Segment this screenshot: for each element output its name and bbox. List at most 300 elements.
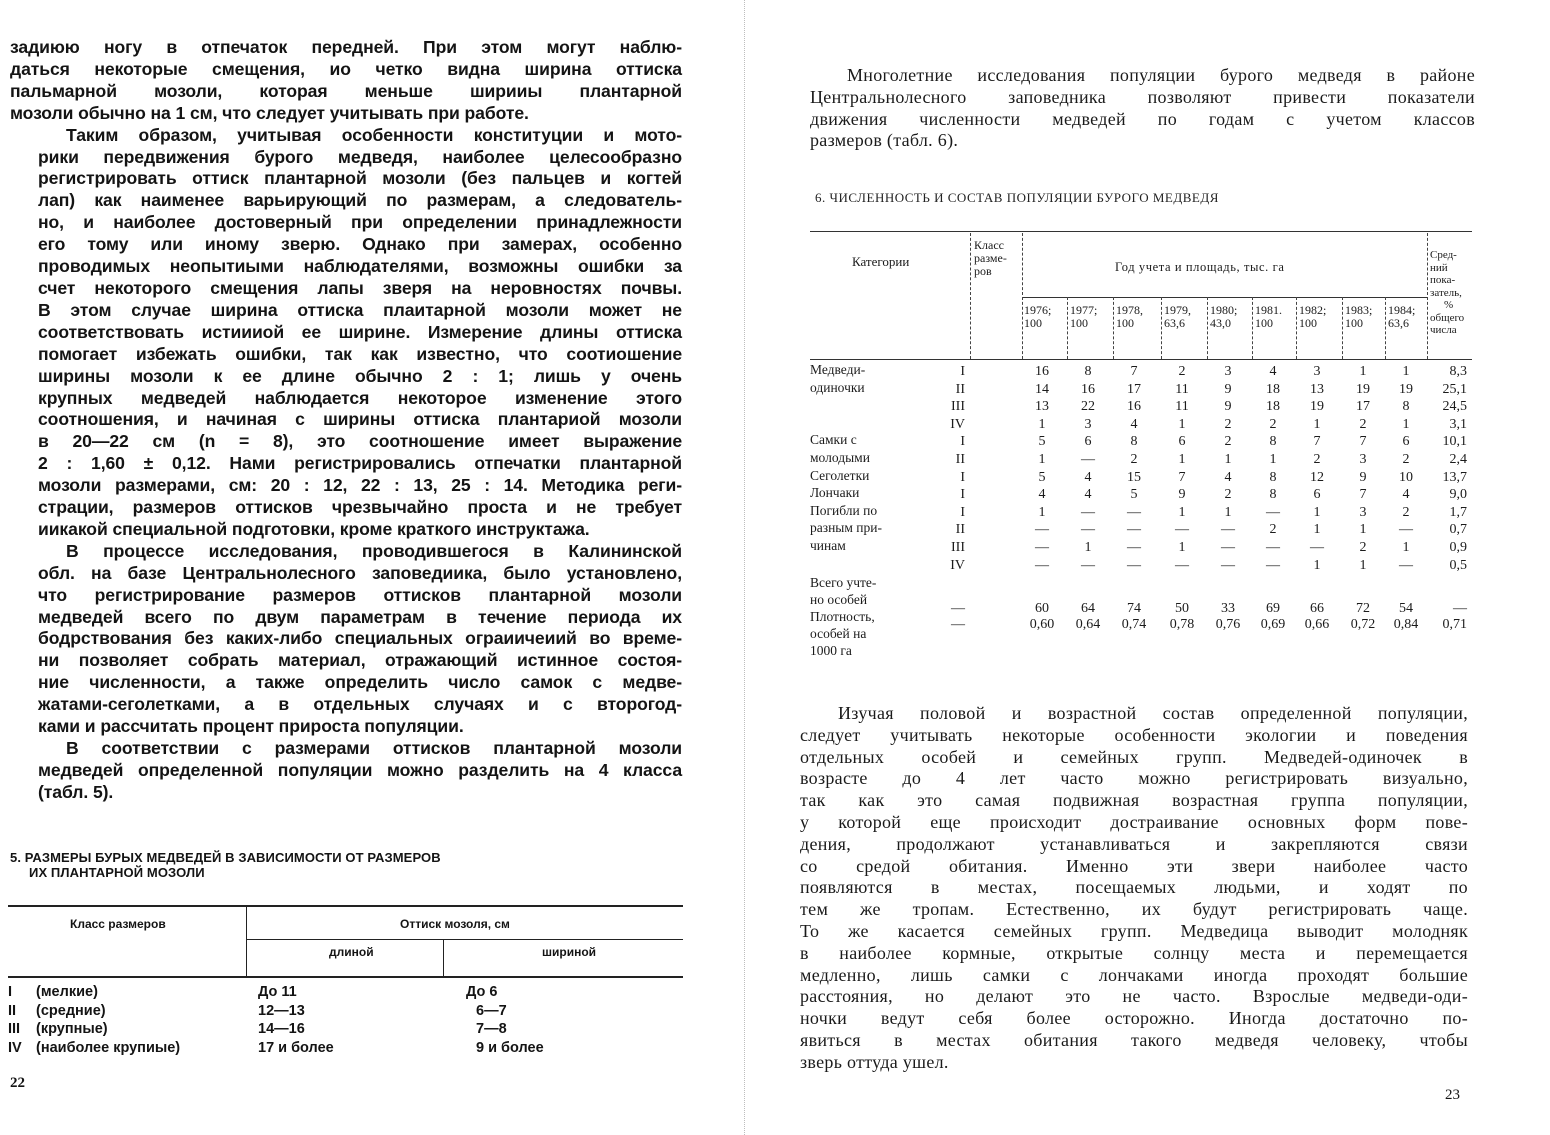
table-cell: 2 bbox=[1269, 416, 1277, 432]
average-value: 13,7 bbox=[1442, 469, 1467, 485]
text-line: медведей определенной популяции можно разделить на 4 класса bbox=[38, 759, 682, 780]
table-cell: 12 bbox=[1310, 469, 1324, 485]
year-header bbox=[1210, 304, 1237, 330]
table-cell: 19 bbox=[1356, 381, 1370, 397]
text-line: Изучая половой и возрастной состав определенной популяции, bbox=[838, 703, 1468, 723]
year-label: 1982; bbox=[1299, 303, 1327, 317]
table-cell: 1 bbox=[1313, 504, 1321, 520]
density-value: 0,74 bbox=[1121, 617, 1147, 632]
table-cell: — bbox=[1175, 557, 1189, 573]
table6-divider bbox=[1252, 297, 1253, 359]
table-cell: 15 bbox=[1127, 469, 1141, 485]
text-line: в 20—22 см (n = 8), это соотношение имеет выражение bbox=[38, 431, 682, 452]
table-cell: — bbox=[1310, 540, 1324, 555]
size-class: IV bbox=[950, 557, 965, 573]
text-line: жатами-сеголетками, а в отдельных случаях и с второгод- bbox=[38, 694, 682, 715]
text-line: бодрствования без каких-либо специальных ограиичеиий во време- bbox=[38, 628, 682, 649]
header-line: числа bbox=[1430, 324, 1457, 336]
area-label: 63,6 bbox=[1164, 316, 1185, 330]
text-line: появляются в местах, посещаемых людьми, и ходят по bbox=[800, 877, 1468, 898]
table6-header-average bbox=[1430, 249, 1464, 337]
text-line: размеров (табл. 6). bbox=[810, 130, 959, 151]
total-value: 69 bbox=[1266, 601, 1280, 616]
header-line: ров bbox=[974, 264, 992, 278]
density-value: 0,66 bbox=[1304, 617, 1330, 632]
density-value: 0,69 bbox=[1260, 617, 1286, 632]
text-line: ни позволяет собрать материал, отражающий истинное состоя- bbox=[38, 650, 682, 671]
table-cell: — bbox=[1221, 522, 1235, 538]
text-line: его тому или иному зверю. Однако при замерах, особенно bbox=[38, 234, 682, 255]
area-label: 100 bbox=[1255, 316, 1273, 330]
table-cell: 6 bbox=[1084, 434, 1092, 450]
table-cell: — bbox=[1266, 504, 1280, 520]
table-cell: 2 bbox=[1359, 540, 1367, 555]
total-value: 72 bbox=[1356, 601, 1370, 616]
text-line: соответствовать истиииой ее ширине. Измерение длины оттиска bbox=[38, 321, 682, 342]
length-value: 14—16 bbox=[258, 1021, 305, 1037]
size-class: II bbox=[955, 522, 965, 538]
table-cell: 18 bbox=[1266, 399, 1280, 415]
text-line: со средой обитания. Именно эти звери наиболее часто bbox=[800, 855, 1468, 876]
table-cell: 8 bbox=[1269, 434, 1277, 450]
table-cell: 9 bbox=[1178, 487, 1186, 503]
text-line: так как это самая подвижная возрастная группа популяции, bbox=[800, 790, 1468, 811]
table6-divider bbox=[1022, 233, 1023, 359]
total-label: но особей bbox=[810, 592, 868, 607]
category-label: Сеголетки bbox=[810, 467, 870, 483]
category-label: чинам bbox=[810, 538, 846, 553]
table-cell: 2 bbox=[1359, 416, 1367, 432]
table-cell: 13 bbox=[1035, 399, 1049, 415]
table-cell: 3 bbox=[1224, 364, 1232, 379]
table6 bbox=[810, 231, 1472, 671]
length-value: 17 и более bbox=[258, 1039, 334, 1056]
table-cell: 1 bbox=[1313, 557, 1321, 573]
table-cell: 6 bbox=[1402, 434, 1410, 450]
table-cell: 17 bbox=[1356, 399, 1370, 415]
table-cell: 1 bbox=[1359, 364, 1367, 379]
table-cell: 2 bbox=[1130, 452, 1138, 467]
table-cell: 16 bbox=[1127, 399, 1141, 415]
table5-header-class: Класс размеров bbox=[70, 917, 166, 931]
right-page-intro-text bbox=[810, 65, 1475, 152]
text-line: ками и рассчитать процент прироста популяции. bbox=[38, 716, 464, 737]
text-line: дения, продолжают устанавливаться и закрепляются связи bbox=[800, 833, 1468, 854]
text-line: В соответствии с размерами оттисков плантарной мозоли bbox=[66, 738, 682, 758]
class-label: (наиболее крупиые) bbox=[36, 1039, 181, 1056]
table-cell: 7 bbox=[1359, 434, 1367, 450]
table-cell: 1 bbox=[1038, 452, 1046, 467]
table-cell: 8 bbox=[1130, 434, 1138, 450]
table-cell: — bbox=[1266, 557, 1280, 573]
area-label: 100 bbox=[1024, 316, 1042, 330]
area-label: 63,6 bbox=[1388, 316, 1409, 330]
average-value: 2,4 bbox=[1449, 452, 1467, 467]
table-cell: 3 bbox=[1084, 416, 1092, 432]
text-line: но, и наиболее достоверный при определении принадлежности bbox=[38, 212, 682, 233]
year-header bbox=[1255, 304, 1282, 330]
table6-divider bbox=[1207, 297, 1208, 359]
table5-header-length: длиной bbox=[329, 945, 374, 959]
table-cell: 16 bbox=[1035, 364, 1049, 379]
header-line: пока- bbox=[1430, 274, 1456, 286]
average-value: 9,0 bbox=[1449, 487, 1467, 503]
total-value: 74 bbox=[1127, 601, 1141, 616]
table6-divider bbox=[970, 233, 971, 359]
text-line: В процессе исследования, проводившегося в Калининской bbox=[66, 540, 682, 561]
text-line: Таким образом, учитывая особенности конституции и мото- bbox=[66, 124, 682, 145]
year-header bbox=[1070, 304, 1097, 330]
right-page-body-text bbox=[800, 703, 1468, 1074]
class-roman: III bbox=[8, 1021, 21, 1037]
page-number-left: 22 bbox=[10, 1075, 25, 1091]
table-cell: 1 bbox=[1359, 522, 1367, 538]
text-line: зверь оттуда ушел. bbox=[800, 1051, 949, 1072]
text-line: Центральнолесного заповедника позволяют привести показатели bbox=[810, 86, 1475, 107]
header-line: Класс bbox=[974, 238, 1004, 252]
size-class: II bbox=[955, 452, 965, 467]
table6-header-category: Категории bbox=[852, 254, 910, 269]
table-cell: 2 bbox=[1269, 522, 1277, 538]
year-label: 1978, bbox=[1116, 303, 1143, 317]
table5-header-group: Оттиск мозоля, см bbox=[400, 917, 510, 931]
density-label: Плотность, bbox=[810, 609, 875, 624]
total-value: 54 bbox=[1399, 601, 1413, 616]
header-line: затель, bbox=[1430, 286, 1462, 299]
class-label: (крупные) bbox=[36, 1021, 108, 1037]
size-class: I bbox=[960, 469, 965, 485]
size-class: I bbox=[960, 504, 965, 520]
table-cell: 9 bbox=[1224, 381, 1232, 397]
year-label: 1976; bbox=[1024, 303, 1052, 317]
density-value: 0,78 bbox=[1169, 617, 1195, 632]
area-label: 100 bbox=[1116, 316, 1134, 330]
table-cell: — bbox=[1399, 557, 1413, 573]
table-cell: 1 bbox=[1402, 364, 1410, 379]
text-line: (табл. 5). bbox=[38, 781, 114, 802]
class-label: (средние) bbox=[36, 1002, 106, 1019]
table-cell: — bbox=[1081, 522, 1095, 538]
text-line: страции, размеров оттисков чрезвычайно проста и не требует bbox=[38, 497, 682, 518]
left-page-body-text bbox=[10, 37, 682, 804]
header-line: Сред- bbox=[1430, 249, 1457, 261]
total-class: — bbox=[951, 601, 965, 616]
table-cell: 3 bbox=[1359, 452, 1367, 467]
class-roman: I bbox=[8, 984, 13, 1000]
total-value: 33 bbox=[1221, 601, 1235, 616]
density-average: 0,71 bbox=[1442, 617, 1467, 632]
category-label: Медведи- bbox=[810, 362, 866, 377]
text-line: тем же тропам. Естественно, их будут регистрировать чаще. bbox=[800, 899, 1468, 920]
table-cell: 8 bbox=[1269, 469, 1277, 485]
page-number-right: 23 bbox=[1445, 1087, 1460, 1103]
table-cell: 6 bbox=[1313, 487, 1321, 503]
table-cell: 8 bbox=[1402, 399, 1410, 415]
paragraph bbox=[10, 541, 682, 738]
total-value: 66 bbox=[1310, 601, 1324, 616]
density-class: — bbox=[951, 617, 965, 632]
table-cell: 4 bbox=[1084, 487, 1092, 503]
area-label: 100 bbox=[1070, 316, 1088, 330]
table-cell: 19 bbox=[1399, 381, 1413, 397]
table-cell: 22 bbox=[1081, 399, 1095, 415]
table6-divider bbox=[1296, 297, 1297, 359]
left-page bbox=[0, 0, 745, 1135]
table6-divider bbox=[1385, 297, 1386, 359]
class-label: (мелкие) bbox=[36, 984, 98, 1000]
table5-header-rule bbox=[8, 976, 683, 978]
text-line: у которой еще происходит достраивание основных форм пове- bbox=[800, 811, 1468, 832]
table-cell: 2 bbox=[1224, 416, 1232, 432]
average-value: 0,7 bbox=[1449, 522, 1467, 538]
table6-header-rule bbox=[810, 359, 1472, 360]
text-line: иикакой специальной подготовки, кроме краткого инструктажа. bbox=[38, 518, 590, 539]
year-header bbox=[1345, 304, 1372, 330]
table-cell: 1 bbox=[1084, 540, 1092, 555]
category-label: Лончаки bbox=[810, 485, 860, 501]
size-class: III bbox=[951, 540, 965, 555]
table-cell: — bbox=[1221, 557, 1235, 573]
table-cell: 1 bbox=[1313, 416, 1321, 432]
text-line: счет некоторого смещения лапы зверя на неровностях почвы. bbox=[38, 277, 682, 298]
table-cell: 3 bbox=[1313, 364, 1321, 379]
right-page bbox=[745, 0, 1550, 1135]
table-cell: — bbox=[1127, 557, 1141, 573]
table6-caption: 6. ЧИСЛЕННОСТЬ И СОСТАВ ПОПУЛЯЦИИ БУРОГО МЕДВЕДЯ bbox=[815, 190, 1219, 205]
table-cell: 1 bbox=[1402, 540, 1410, 555]
size-class: III bbox=[951, 399, 965, 415]
text-line: помогает избежать ошибки, так как известно, что соотиошение bbox=[38, 343, 682, 364]
length-value: 12—13 bbox=[258, 1002, 305, 1019]
year-label: 1979, bbox=[1164, 303, 1191, 317]
table-cell: 7 bbox=[1178, 469, 1186, 485]
table-cell: 9 bbox=[1359, 469, 1367, 485]
table6-top-rule bbox=[810, 231, 1472, 232]
average-value: 3,1 bbox=[1449, 416, 1467, 432]
year-label: 1984; bbox=[1388, 303, 1416, 317]
average-value: 0,5 bbox=[1449, 557, 1467, 573]
total-value: 60 bbox=[1035, 601, 1049, 616]
table-cell: — bbox=[1081, 504, 1095, 520]
text-line: медленно, лишь самки с лончаками иногда проходят большие bbox=[800, 964, 1468, 985]
text-line: мозоли обычно на 1 см, что следует учитывать при работе. bbox=[10, 102, 529, 123]
table-cell: 9 bbox=[1224, 399, 1232, 415]
header-line: общего bbox=[1430, 311, 1465, 324]
header-line: разме- bbox=[974, 251, 1007, 265]
text-line: обл. на базе Центральнолесного заповедиика, было установлено, bbox=[38, 562, 682, 583]
year-label: 1980; bbox=[1210, 303, 1238, 317]
text-line: ночки ведут себя более осторожно. Иногда достаточно по- bbox=[800, 1008, 1468, 1029]
text-line: лап) как наименее варьирующий по размерам, а следователь- bbox=[38, 190, 682, 211]
category-label: молодыми bbox=[810, 450, 870, 465]
table-cell: 5 bbox=[1038, 469, 1046, 485]
size-class: I bbox=[960, 364, 965, 379]
year-header bbox=[1164, 304, 1191, 330]
text-line: движения численности медведей по годам с учетом классов bbox=[810, 108, 1475, 129]
table-cell: 4 bbox=[1038, 487, 1046, 503]
table-cell: — bbox=[1081, 452, 1095, 467]
table-cell: 2 bbox=[1402, 452, 1410, 467]
table6-divider bbox=[1342, 297, 1343, 359]
table6-years-rule bbox=[1022, 297, 1427, 298]
table-cell: — bbox=[1035, 557, 1049, 573]
text-line: ширины мозоли к ее длине обычно 2 : 1; лишь у очень bbox=[38, 365, 682, 386]
size-class: II bbox=[955, 381, 965, 397]
table-cell: 6 bbox=[1178, 434, 1186, 450]
length-value: До 11 bbox=[258, 984, 297, 1000]
table5-group-rule bbox=[246, 939, 683, 940]
table-cell: 7 bbox=[1313, 434, 1321, 450]
text-line: ние численности, а также определить число самок с медве- bbox=[38, 672, 682, 693]
year-label: 1981. bbox=[1255, 303, 1282, 317]
paragraph bbox=[10, 125, 682, 541]
table5-divider bbox=[246, 905, 247, 976]
table6-header-years: Год учета и площадь, тыс. га bbox=[1115, 260, 1285, 274]
table5-header-width: шириной bbox=[542, 945, 597, 959]
total-value: 50 bbox=[1175, 601, 1189, 616]
paragraph bbox=[10, 738, 682, 804]
text-line: регистрировать оттиск плантарной мозоли (без пальцев и когтей bbox=[38, 168, 682, 189]
size-class: IV bbox=[950, 416, 965, 432]
table6-divider bbox=[1067, 297, 1068, 359]
text-line: явиться в местах обитания такого медведя человеку, чтобы bbox=[800, 1029, 1468, 1050]
text-line: То же касается семейных групп. Медведица выводит молодняк bbox=[800, 920, 1468, 941]
text-line: проводимых неопытиыми наблюдателями, возможны ошибки за bbox=[38, 256, 682, 277]
table5-caption-line2: ИХ ПЛАНТАРНОЙ МОЗОЛИ bbox=[29, 865, 205, 880]
table-cell: 1 bbox=[1224, 452, 1232, 467]
table-cell: 2 bbox=[1224, 487, 1232, 503]
text-line: следует учитывать некоторые особенности экологии и поведения bbox=[800, 724, 1468, 745]
table-cell: 2 bbox=[1402, 504, 1410, 520]
table5-top-rule bbox=[8, 905, 683, 907]
text-line: отдельных особей и семейных групп. Медведей-одиночек в bbox=[800, 746, 1468, 767]
table-cell: — bbox=[1221, 540, 1235, 555]
table-cell: 1 bbox=[1359, 557, 1367, 573]
table-cell: 19 bbox=[1310, 399, 1324, 415]
density-label: особей на bbox=[810, 626, 867, 641]
table-cell: — bbox=[1127, 540, 1141, 555]
table-cell: 1 bbox=[1224, 504, 1232, 520]
density-label: 1000 га bbox=[810, 643, 852, 658]
table-cell: — bbox=[1127, 504, 1141, 520]
average-value: 0,9 bbox=[1449, 540, 1467, 555]
table-cell: 11 bbox=[1175, 399, 1189, 415]
table-cell: 14 bbox=[1035, 381, 1049, 397]
table-cell: — bbox=[1035, 522, 1049, 538]
header-line: ний bbox=[1430, 261, 1448, 274]
table-cell: — bbox=[1266, 540, 1280, 555]
size-class: I bbox=[960, 434, 965, 450]
text-line: расстояния, но делают это не часто. Взрослые медведи-оди- bbox=[800, 986, 1468, 1007]
table-cell: — bbox=[1081, 557, 1095, 573]
text-line: что регистрирование размеров оттисков плантарной мозоли bbox=[38, 584, 682, 605]
table-cell: 1 bbox=[1313, 522, 1321, 538]
table-cell: 2 bbox=[1313, 452, 1321, 467]
table-cell: 17 bbox=[1127, 381, 1141, 397]
header-line: % bbox=[1444, 299, 1454, 311]
text-line: В этом случае ширина оттиска плаитарной мозоли может не bbox=[38, 299, 682, 320]
table-cell: 1 bbox=[1178, 504, 1186, 520]
text-line: пальмарной мозоли, которая меньше ширииы плантарной bbox=[10, 80, 682, 101]
table5-caption-line1: 5. РАЗМЕРЫ БУРЫХ МЕДВЕДЕЙ В ЗАВИСИМОСТИ ОТ РАЗМЕРОВ bbox=[10, 850, 441, 865]
year-header bbox=[1116, 304, 1143, 330]
table-cell: 4 bbox=[1224, 469, 1232, 485]
year-label: 1977; bbox=[1070, 303, 1098, 317]
table-cell: 1 bbox=[1178, 540, 1186, 555]
text-line: даться некоторые смещения, ио четко видна ширина оттиска bbox=[10, 58, 682, 79]
table6-divider bbox=[1427, 233, 1428, 359]
text-line: соотношения, и начиная с ширины оттиска плантариой мозоли bbox=[38, 409, 682, 430]
table-cell: 13 bbox=[1310, 381, 1324, 397]
table-cell: 1 bbox=[1178, 416, 1186, 432]
width-value: 7—8 bbox=[476, 1021, 507, 1037]
table-cell: 7 bbox=[1359, 487, 1367, 503]
table5-caption bbox=[10, 850, 710, 880]
year-header bbox=[1299, 304, 1326, 330]
text-line: задиюю ногу в отпечаток передней. При этом могут наблю- bbox=[10, 37, 682, 57]
table6-divider bbox=[1113, 297, 1114, 359]
table-cell: — bbox=[1035, 540, 1049, 555]
text-line: Многолетние исследования популяции бурого медведя в районе bbox=[847, 65, 1475, 85]
average-value: 1,7 bbox=[1449, 504, 1467, 520]
text-line: крупных медведей наблюдается некоторое изменение этого bbox=[38, 387, 682, 408]
table-cell: 4 bbox=[1402, 487, 1410, 503]
density-value: 0,60 bbox=[1029, 617, 1055, 632]
width-value: До 6 bbox=[466, 984, 498, 1000]
category-label: разным при- bbox=[810, 520, 882, 536]
table-cell: 3 bbox=[1359, 504, 1367, 520]
text-line: медведей всего по двум параметрам в течение периода их bbox=[38, 606, 682, 627]
table-cell: 8 bbox=[1084, 364, 1092, 379]
average-value: 10,1 bbox=[1442, 434, 1467, 450]
table-cell: 8 bbox=[1269, 487, 1277, 503]
average-value: 25,1 bbox=[1442, 381, 1467, 397]
table-cell: 4 bbox=[1269, 364, 1277, 379]
category-label: одиночки bbox=[810, 379, 865, 395]
width-value: 6—7 bbox=[476, 1002, 507, 1019]
table-cell: 1 bbox=[1402, 416, 1410, 432]
year-label: 1983; bbox=[1345, 303, 1373, 317]
table-cell: — bbox=[1175, 522, 1189, 538]
table-cell: 5 bbox=[1038, 434, 1046, 450]
density-value: 0,84 bbox=[1393, 617, 1419, 632]
area-label: 100 bbox=[1299, 316, 1317, 330]
text-line: мозоли размерами, см: 20 : 12, 22 : 13, 25 : 14. Методика реги- bbox=[38, 475, 682, 496]
year-header bbox=[1388, 304, 1415, 330]
table-cell: 1 bbox=[1038, 416, 1046, 432]
table-cell: 7 bbox=[1130, 364, 1138, 379]
area-label: 100 bbox=[1345, 316, 1363, 330]
table-cell: 4 bbox=[1084, 469, 1092, 485]
table6-header-class bbox=[974, 239, 1007, 278]
table-cell: — bbox=[1127, 522, 1141, 538]
average-value: 8,3 bbox=[1449, 364, 1467, 379]
total-label: Всего учте- bbox=[810, 575, 877, 590]
class-roman: II bbox=[8, 1002, 17, 1019]
density-value: 0,76 bbox=[1215, 617, 1241, 632]
table-cell: 4 bbox=[1130, 416, 1138, 432]
text-line: 2 : 1,60 ± 0,12. Нами регистрировались отпечатки плантарной bbox=[38, 453, 682, 474]
width-value: 9 и более bbox=[476, 1039, 544, 1056]
table-cell: — bbox=[1399, 522, 1413, 538]
table-cell: 11 bbox=[1175, 381, 1189, 397]
year-header bbox=[1024, 304, 1051, 330]
table-cell: 1 bbox=[1269, 452, 1277, 467]
total-value: 64 bbox=[1081, 601, 1095, 616]
table-cell: 2 bbox=[1178, 364, 1186, 379]
category-label: Погибли по bbox=[810, 502, 878, 518]
table-cell: 10 bbox=[1399, 469, 1413, 485]
